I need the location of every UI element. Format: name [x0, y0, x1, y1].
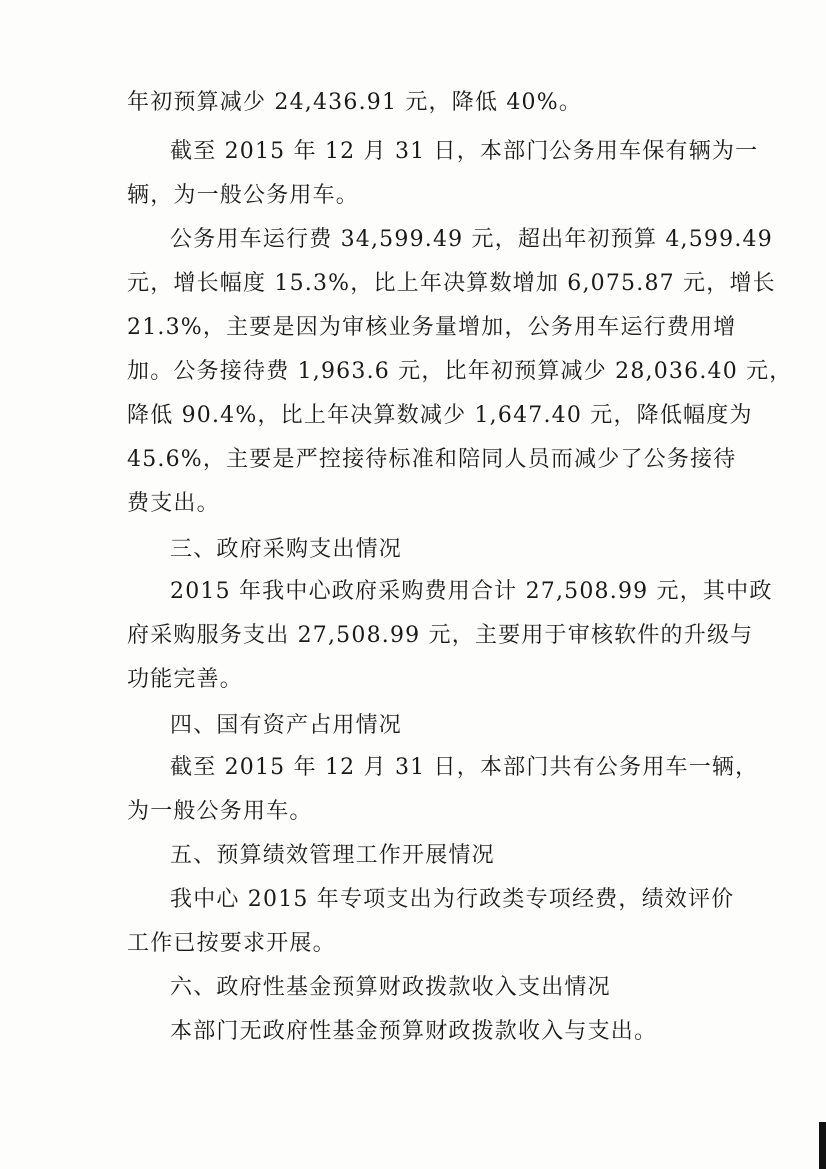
text-line: 降低 90.4%，比上年决算数减少 1,647.40 元，降低幅度为 [127, 403, 753, 428]
section-heading: 六、政府性基金预算财政拨款收入支出情况 [170, 975, 611, 1000]
text-line: 截至 2015 年 12 月 31 日，本部门共有公务用车一辆， [170, 755, 759, 780]
text-line: 公务用车运行费 34,599.49 元，超出年初预算 4,599.49 [170, 227, 773, 252]
text-line: 为一般公务用车。 [127, 799, 313, 824]
text-line: 我中心 2015 年专项支出为行政类专项经费，绩效评价 [170, 887, 735, 912]
section-heading: 五、预算绩效管理工作开展情况 [170, 843, 495, 868]
text-line: 功能完善。 [127, 667, 244, 692]
text-line: 21.3%，主要是因为审核业务量增加，公务用车运行费用增 [127, 315, 737, 340]
text-line: 府采购服务支出 27,508.99 元，主要用于审核软件的升级与 [127, 623, 754, 648]
text-line: 辆，为一般公务用车。 [127, 183, 360, 208]
text-line: 年初预算减少 24,436.91 元，降低 40%。 [127, 90, 583, 115]
text-line: 加。公务接待费 1,963.6 元，比年初预算减少 28,036.40 元， [127, 359, 793, 384]
text-line: 工作已按要求开展。 [127, 931, 336, 956]
text-line: 2015 年我中心政府采购费用合计 27,508.99 元，其中政 [170, 579, 773, 604]
text-line: 截至 2015 年 12 月 31 日，本部门公务用车保有辆为一 [170, 139, 759, 164]
text-line: 45.6%，主要是严控接待标准和陪同人员而减少了公务接待 [127, 447, 737, 472]
text-line: 元，增长幅度 15.3%，比上年决算数增加 6,075.87 元，增长 [127, 271, 776, 296]
scan-edge-mark [819, 1122, 826, 1169]
section-heading: 四、国有资产占用情况 [170, 713, 403, 738]
text-line: 费支出。 [127, 491, 220, 516]
text-line: 本部门无政府性基金预算财政拨款收入与支出。 [170, 1019, 658, 1044]
section-heading: 三、政府采购支出情况 [170, 537, 403, 562]
